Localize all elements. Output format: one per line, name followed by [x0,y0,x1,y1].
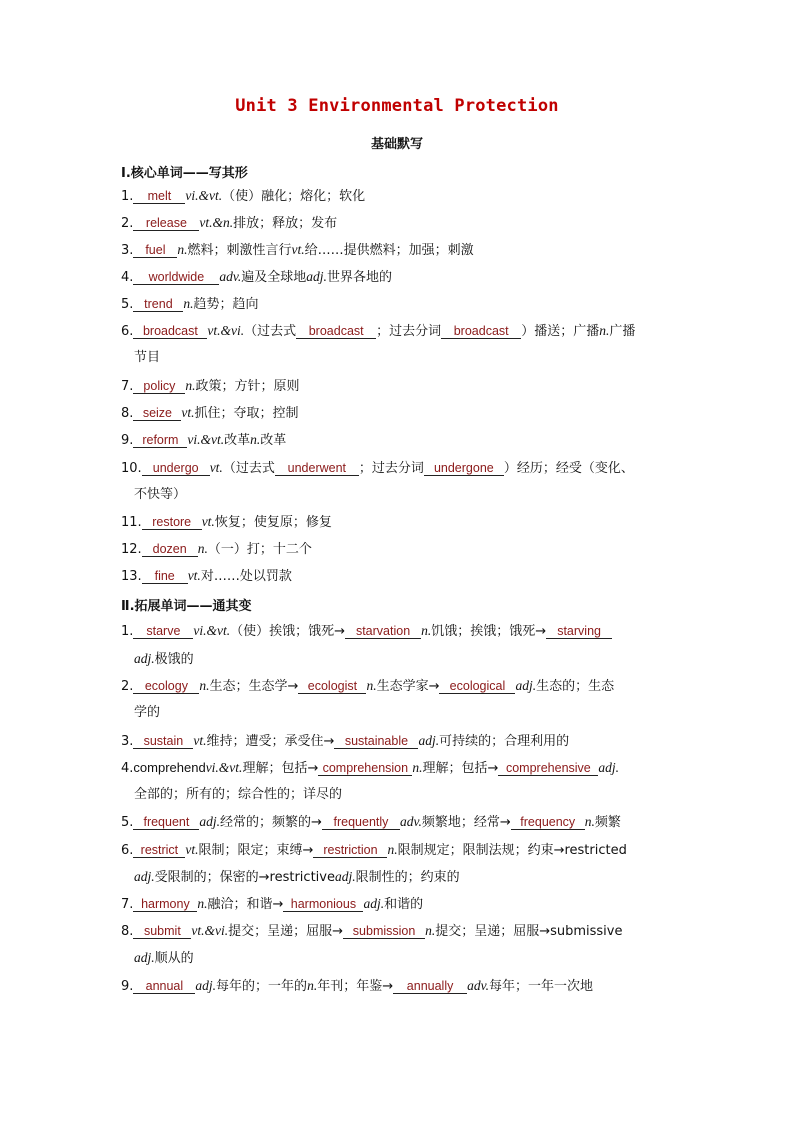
core-word-item: 7. policy n.政策；方针；原则 [121,378,300,394]
answer-blank[interactable]: sustain [133,734,193,749]
answer-blank[interactable]: reform [133,433,187,448]
answer-blank[interactable]: harmony [133,897,197,912]
answer-blank[interactable]: policy [133,379,185,394]
section-2-heading: Ⅱ.拓展单词——通其变 [121,599,252,614]
item-continuation: adj.受限制的；保密的→restrictiveadj.限制性的；约束的 [134,869,460,885]
answer-blank[interactable]: melt [133,189,185,204]
extended-word-item: 5. frequent adj.经常的；频繁的→ frequently adv.频繁地；经常→ frequency n.频繁 [121,814,621,830]
answer-blank[interactable]: restrict [133,843,185,858]
item-continuation: 节目 [134,350,161,365]
answer-blank[interactable]: seize [133,406,181,421]
answer-blank[interactable]: harmonious [283,897,363,912]
answer-blank[interactable]: fine [142,569,188,584]
page-subtitle: 基础默写 [370,137,423,152]
core-word-item: 13. fine vt.对……处以罚款 [121,568,292,584]
extended-word-item: 3. sustain vt.维持；遭受；承受住→ sustainable adj.可持续的；合理利用的 [121,733,570,749]
core-word-item: 5. trend n.趋势；趋向 [121,296,259,312]
answer-blank[interactable]: underwent [275,461,359,476]
item-continuation: adj.极饿的 [134,651,194,667]
answer-blank[interactable]: broadcast [441,324,521,339]
answer-blank[interactable]: release [133,216,199,231]
answer-blank[interactable]: restore [142,515,202,530]
answer-blank[interactable]: dozen [142,542,198,557]
answer-blank[interactable]: annually [393,979,467,994]
core-word-item: 11. restore vt.恢复；使复原；修复 [121,514,332,530]
answer-blank[interactable]: comprehension [318,761,412,776]
answer-blank[interactable]: frequently [322,815,400,830]
answer-blank[interactable]: ecological [439,679,515,694]
item-continuation: adj.顺从的 [134,950,194,966]
extended-word-item: 4.comprehendvi.&vt.理解；包括→ comprehension n.理解；包括→ comprehensive adj. [121,760,620,776]
page-title: Unit 3 Environmental Protection [235,96,559,116]
core-word-item: 2. release vt.&n.排放；释放；发布 [121,215,338,231]
answer-blank[interactable]: starving [546,624,612,639]
core-word-item: 1. melt vi.&vt.（使）融化；熔化；软化 [121,188,366,204]
core-word-item: 12. dozen n.（一）打；十二个 [121,541,312,557]
answer-blank[interactable]: annual [133,979,195,994]
answer-blank[interactable]: frequent [133,815,199,830]
answer-blank[interactable]: trend [133,297,183,312]
answer-blank[interactable]: undergone [424,461,504,476]
extended-word-item: 7. harmony n.融洽；和谐→ harmonious adj.和谐的 [121,896,424,912]
item-continuation: 学的 [134,705,161,720]
answer-blank[interactable]: ecologist [298,679,366,694]
answer-blank[interactable]: broadcast [133,324,207,339]
answer-blank[interactable]: ecology [133,679,199,694]
answer-blank[interactable]: submit [133,924,191,939]
extended-word-item: 8. submit vt.&vi.提交；呈递；屈服→ submission n.提交；呈递；屈服→submissive [121,923,623,939]
answer-blank[interactable]: comprehensive [498,761,598,776]
answer-blank[interactable]: sustainable [334,734,418,749]
extended-word-item: 1. starve vi.&vt.（使）挨饿；饿死→ starvation n.饥饿；挨饿；饿死→ starving [121,622,612,641]
extended-word-item: 2. ecology n.生态；生态学→ ecologist n.生态学家→ ecological adj.生态的；生态 [121,678,615,694]
core-word-item: 9. reform vi.&vt.改革n.改革 [121,432,287,448]
extended-word-item: 9. annual adj.每年的；一年的n.年刊；年鉴→ annually adv.每年；一年一次地 [121,978,593,994]
answer-blank[interactable]: starvation [345,624,421,639]
answer-blank[interactable]: fuel [133,243,177,258]
item-continuation: 不快等） [134,487,187,502]
answer-blank[interactable]: worldwide [133,270,219,285]
core-word-item: 4. worldwide adv.遍及全球地adj.世界各地的 [121,269,392,285]
core-word-item: 6. broadcast vt.&vi.（过去式 broadcast ；过去分词 broadcast ）播送；广播n.广播 [121,323,636,339]
extended-word-item: 6. restrict vt.限制；限定；束缚→ restriction n.限制规定；限制法规；约束→restricted [121,842,627,858]
core-word-item: 8. seize vt.抓住；夺取；控制 [121,405,299,421]
section-1-heading: Ⅰ.核心单词——写其形 [121,166,248,181]
item-continuation: 全部的；所有的；综合性的；详尽的 [134,787,343,802]
core-word-item: 3. fuel n.燃料；刺激性言行vt.给……提供燃料；加强；刺激 [121,242,474,258]
answer-blank[interactable]: frequency [511,815,585,830]
answer-blank[interactable]: undergo [142,461,210,476]
answer-blank[interactable]: restriction [313,843,387,858]
answer-blank[interactable]: broadcast [296,324,376,339]
answer-blank[interactable]: starve [133,624,193,639]
answer-blank[interactable]: submission [343,924,425,939]
core-word-item: 10. undergo vt.（过去式 underwent ；过去分词 undergone ）经历；经受（变化、 [121,460,634,476]
